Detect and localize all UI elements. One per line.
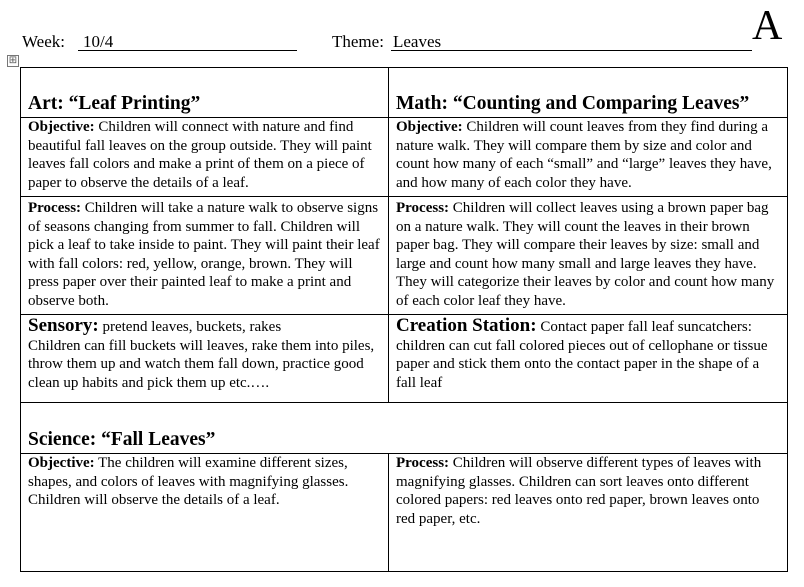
science-objective[interactable] bbox=[20, 454, 388, 510]
art-process-label: Process: bbox=[28, 200, 82, 216]
theme-underline bbox=[391, 50, 752, 51]
math-objective[interactable] bbox=[388, 118, 787, 192]
art-objective-label: Objective: bbox=[28, 119, 95, 135]
table-rule bbox=[20, 402, 788, 403]
creation-station-text: Contact paper fall leaf suncatchers: children can cut fall colored pieces out of cellophane or tissue paper and stick them onto the contact paper in the shape of a fall leaf bbox=[396, 319, 768, 391]
math-objective-label: Objective: bbox=[396, 119, 463, 135]
table-rule bbox=[20, 196, 788, 197]
theme-value[interactable]: Leaves bbox=[393, 32, 442, 51]
week-label: Week: bbox=[22, 32, 65, 51]
sensory-materials: pretend leaves, buckets, rakes bbox=[98, 319, 282, 335]
science-title: Science: “Fall Leaves” bbox=[28, 429, 216, 450]
math-objective-text: Children will count leaves from they find during a nature walk. They will compare them by size and color and count how many of each “small” and “large” leaves they have, and how many of each color they have. bbox=[396, 119, 772, 191]
sensory-title: Sensory: bbox=[28, 315, 99, 336]
science-objective-label: Objective: bbox=[28, 455, 95, 471]
creation-station-title: Creation Station: bbox=[396, 315, 537, 336]
math-process[interactable] bbox=[388, 199, 787, 310]
science-process-label: Process: bbox=[396, 455, 450, 471]
math-process-text: Children will collect leaves using a brown paper bag on a nature walk. They will count the leaves in their brown paper bag. They will compare their leaves by size: small and large and count how many small and large leaves they have. They will categorize their leaves by color and count how many of each color leaf they have. bbox=[396, 200, 775, 309]
theme-label: Theme: bbox=[332, 32, 384, 51]
table-border-right bbox=[787, 67, 788, 572]
science-process[interactable] bbox=[388, 454, 787, 528]
art-objective-text: Children will connect with nature and find beautiful fall leaves on the group outside. They will paint leaves fall colors and make a print of them on a piece of paper to observe the details of a leaf. bbox=[28, 119, 372, 191]
week-underline bbox=[78, 50, 297, 51]
lesson-plan-table bbox=[20, 67, 788, 572]
math-title: Math: “Counting and Comparing Leaves” bbox=[396, 93, 750, 114]
science-process-text: Children will observe different types of leaves with magnifying glasses. Children can sort leaves onto different colored papers: red leaves onto red paper, brown leaves onto red paper, etc. bbox=[396, 455, 762, 527]
math-process-label: Process: bbox=[396, 200, 450, 216]
table-border-top bbox=[20, 67, 788, 68]
creation-station-cell[interactable] bbox=[388, 317, 787, 392]
table-border-bottom bbox=[20, 571, 788, 572]
week-value[interactable]: 10/4 bbox=[83, 32, 114, 51]
art-process[interactable] bbox=[20, 199, 388, 310]
table-move-handle[interactable]: ⊞ bbox=[8, 55, 18, 66]
sensory-text: Children can fill buckets will leaves, rake them into piles, throw them up and watch them fall down, practice good clean up habits and pick them up etc.…. bbox=[28, 337, 375, 391]
art-process-text: Children will take a nature walk to observe signs of seasons changing from summer to fall. Children will pick a leaf to take inside to paint. They will paint their leaf with fall colors: red, yellow, orange, brown. They will press paper over their painted leaf to make a print and observe both. bbox=[28, 200, 380, 309]
art-objective[interactable] bbox=[20, 118, 388, 192]
art-title: Art: “Leaf Printing” bbox=[28, 93, 201, 114]
science-objective-text: The children will examine different sizes, shapes, and colors of leaves with magnifying glasses. Children will observe the details of a leaf. bbox=[28, 455, 349, 508]
group-letter: A bbox=[752, 3, 783, 49]
sensory-cell[interactable] bbox=[20, 317, 388, 392]
